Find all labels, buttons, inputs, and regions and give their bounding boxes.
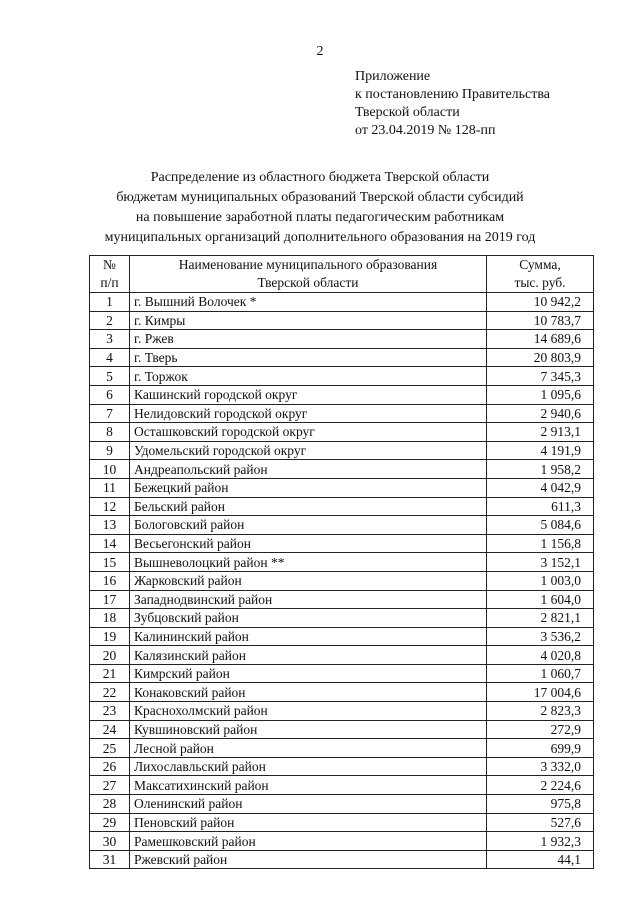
municipality-name-cell: Ржевский район	[130, 850, 487, 869]
row-number-cell: 13	[90, 516, 130, 535]
municipality-name-cell: Калязинский район	[130, 646, 487, 665]
municipality-name-cell: Андреапольский район	[130, 460, 487, 479]
row-number-cell: 8	[90, 423, 130, 442]
row-number-cell: 29	[90, 813, 130, 832]
table-body	[90, 293, 594, 869]
amount-cell: 4 020,8	[487, 646, 594, 665]
row-number-cell: 3	[90, 330, 130, 349]
municipality-name-cell: Бежецкий район	[130, 478, 487, 497]
municipality-name-cell: Нелидовский городской округ	[130, 404, 487, 423]
header-name: Наименование муниципального образования	[130, 256, 487, 275]
table-row	[90, 571, 594, 590]
title-line: на повышение заработной платы педагогическим работникам	[135, 210, 505, 225]
municipality-name-cell: г. Ржев	[130, 330, 487, 349]
amount-cell: 4 191,9	[487, 441, 594, 460]
row-number-cell: 14	[90, 534, 130, 553]
table-row	[90, 646, 594, 665]
row-number-cell: 4	[90, 348, 130, 367]
amount-cell: 1 156,8	[487, 534, 594, 553]
table-row	[90, 497, 594, 516]
row-number-cell: 15	[90, 553, 130, 572]
table-row	[90, 702, 594, 721]
appendix-line: к постановлению Правительства	[355, 87, 551, 102]
row-number-cell: 26	[90, 757, 130, 776]
row-number-cell: 10	[90, 460, 130, 479]
table-row	[90, 404, 594, 423]
municipality-name-cell: Жарковский район	[130, 571, 487, 590]
table-row	[90, 850, 594, 869]
title-line: Распределение из областного бюджета Тверской области	[150, 170, 490, 185]
row-number-cell: 21	[90, 664, 130, 683]
table-row	[90, 534, 594, 553]
amount-cell: 1 003,0	[487, 571, 594, 590]
municipality-name-cell: Кашинский городской округ	[130, 385, 487, 404]
municipality-name-cell: г. Торжок	[130, 367, 487, 386]
amount-cell: 17 004,6	[487, 683, 594, 702]
table-row	[90, 757, 594, 776]
amount-cell: 3 152,1	[487, 553, 594, 572]
appendix-line: Тверской области	[355, 105, 460, 120]
municipality-name-cell: Бологовский район	[130, 516, 487, 535]
row-number-cell: 31	[90, 850, 130, 869]
header-num: №	[90, 256, 130, 275]
amount-cell: 527,6	[487, 813, 594, 832]
row-number-cell: 25	[90, 739, 130, 758]
table-row	[90, 385, 594, 404]
amount-cell: 272,9	[487, 720, 594, 739]
table-row	[90, 293, 594, 312]
appendix-line: Приложение	[355, 69, 431, 84]
document-title	[0, 168, 640, 248]
header-name-sub: Тверской области	[130, 274, 487, 293]
row-number-cell: 27	[90, 776, 130, 795]
table-row	[90, 813, 594, 832]
municipality-name-cell: г. Тверь	[130, 348, 487, 367]
amount-cell: 2 224,6	[487, 776, 594, 795]
amount-cell: 44,1	[487, 850, 594, 869]
municipality-name-cell: Пеновский район	[130, 813, 487, 832]
municipality-name-cell: Кимрский район	[130, 664, 487, 683]
table-row	[90, 348, 594, 367]
row-number-cell: 18	[90, 609, 130, 628]
appendix-line: от 23.04.2019 № 128-пп	[355, 123, 496, 138]
row-number-cell: 12	[90, 497, 130, 516]
table-row	[90, 590, 594, 609]
title-line: бюджетам муниципальных образований Тверской области субсидий	[116, 190, 524, 205]
table-row	[90, 739, 594, 758]
amount-cell: 699,9	[487, 739, 594, 758]
header-sum: Сумма,	[487, 256, 594, 275]
table-row	[90, 367, 594, 386]
amount-cell: 2 940,6	[487, 404, 594, 423]
amount-cell: 7 345,3	[487, 367, 594, 386]
table-row	[90, 460, 594, 479]
municipality-name-cell: Удомельский городской округ	[130, 441, 487, 460]
municipality-name-cell: Бельский район	[130, 497, 487, 516]
municipality-name-cell: Оленинский район	[130, 795, 487, 814]
table-row	[90, 423, 594, 442]
municipality-name-cell: Калининский район	[130, 627, 487, 646]
row-number-cell: 11	[90, 478, 130, 497]
amount-cell: 3 536,2	[487, 627, 594, 646]
table-row	[90, 553, 594, 572]
row-number-cell: 23	[90, 702, 130, 721]
table-row	[90, 627, 594, 646]
header-num-sub: п/п	[90, 274, 130, 293]
municipality-name-cell: Кувшиновский район	[130, 720, 487, 739]
table-row	[90, 795, 594, 814]
municipality-name-cell: Западнодвинский район	[130, 590, 487, 609]
amount-cell: 2 821,1	[487, 609, 594, 628]
row-number-cell: 16	[90, 571, 130, 590]
table-row	[90, 776, 594, 795]
table-row	[90, 720, 594, 739]
appendix-block	[355, 68, 550, 140]
table-header	[90, 256, 594, 293]
amount-cell: 1 958,2	[487, 460, 594, 479]
table-row	[90, 330, 594, 349]
municipality-name-cell: Зубцовский район	[130, 609, 487, 628]
row-number-cell: 19	[90, 627, 130, 646]
header-sum-sub: тыс. руб.	[487, 274, 594, 293]
amount-cell: 4 042,9	[487, 478, 594, 497]
row-number-cell: 30	[90, 832, 130, 851]
amount-cell: 1 932,3	[487, 832, 594, 851]
title-line: муниципальных организаций дополнительного образования на 2019 год	[104, 230, 536, 245]
table-row	[90, 311, 594, 330]
row-number-cell: 28	[90, 795, 130, 814]
row-number-cell: 7	[90, 404, 130, 423]
row-number-cell: 24	[90, 720, 130, 739]
municipality-name-cell: Вышневолоцкий район **	[130, 553, 487, 572]
amount-cell: 1 060,7	[487, 664, 594, 683]
municipality-name-cell: Рамешковский район	[130, 832, 487, 851]
table-row	[90, 516, 594, 535]
amount-cell: 975,8	[487, 795, 594, 814]
amount-cell: 2 823,3	[487, 702, 594, 721]
table-row	[90, 609, 594, 628]
row-number-cell: 22	[90, 683, 130, 702]
municipality-name-cell: г. Кимры	[130, 311, 487, 330]
table-row	[90, 683, 594, 702]
amount-cell: 1 604,0	[487, 590, 594, 609]
row-number-cell: 17	[90, 590, 130, 609]
amount-cell: 2 913,1	[487, 423, 594, 442]
municipality-name-cell: Максатихинский район	[130, 776, 487, 795]
municipality-name-cell: Конаковский район	[130, 683, 487, 702]
table-row	[90, 664, 594, 683]
row-number-cell: 20	[90, 646, 130, 665]
amount-cell: 10 942,2	[487, 293, 594, 312]
page-number: 2	[316, 44, 324, 59]
amount-cell: 611,3	[487, 497, 594, 516]
municipality-name-cell: Лесной район	[130, 739, 487, 758]
row-number-cell: 6	[90, 385, 130, 404]
municipality-name-cell: г. Вышний Волочек *	[130, 293, 487, 312]
municipality-name-cell: Лихославльский район	[130, 757, 487, 776]
table-row	[90, 832, 594, 851]
table-row	[90, 478, 594, 497]
row-number-cell: 1	[90, 293, 130, 312]
amount-cell: 1 095,6	[487, 385, 594, 404]
table-row	[90, 441, 594, 460]
distribution-table	[89, 255, 594, 869]
amount-cell: 5 084,6	[487, 516, 594, 535]
row-number-cell: 2	[90, 311, 130, 330]
row-number-cell: 5	[90, 367, 130, 386]
amount-cell: 14 689,6	[487, 330, 594, 349]
municipality-name-cell: Весьегонский район	[130, 534, 487, 553]
municipality-name-cell: Осташковский городской округ	[130, 423, 487, 442]
amount-cell: 20 803,9	[487, 348, 594, 367]
amount-cell: 3 332,0	[487, 757, 594, 776]
municipality-name-cell: Краснохолмский район	[130, 702, 487, 721]
row-number-cell: 9	[90, 441, 130, 460]
amount-cell: 10 783,7	[487, 311, 594, 330]
